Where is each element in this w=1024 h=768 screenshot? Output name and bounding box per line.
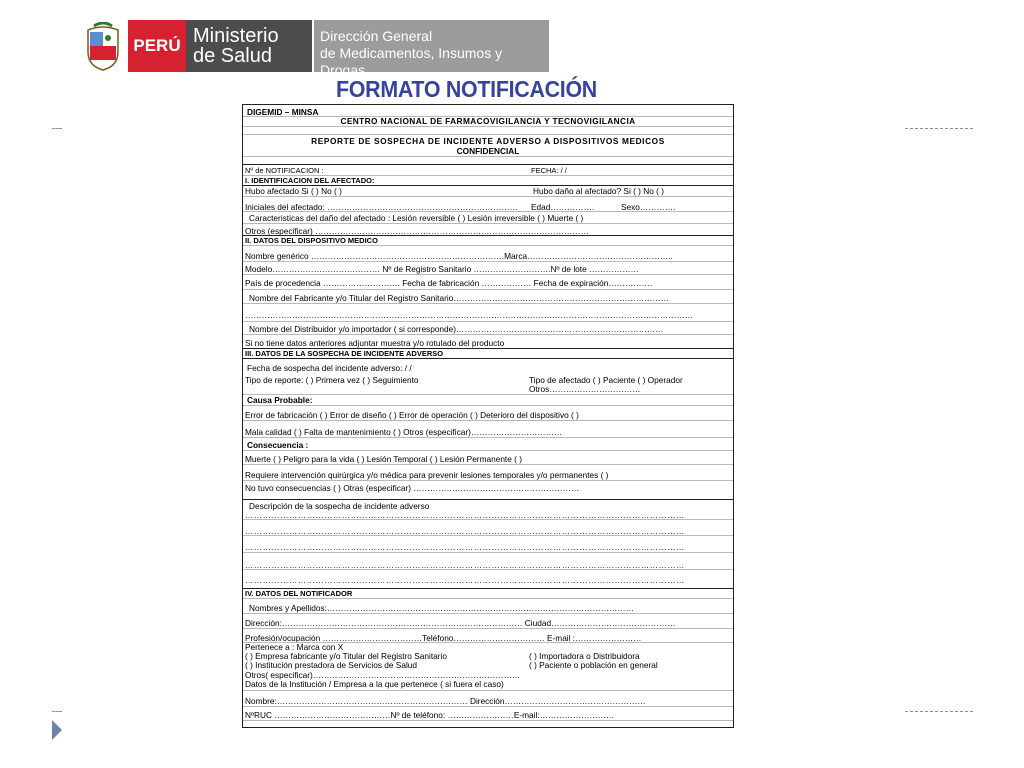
notification-number-field[interactable]: Nº de NOTIFICACION :: [245, 166, 324, 175]
affected-type-options[interactable]: Tipo de afectado ( ) Paciente ( ) Operador: [529, 375, 683, 385]
line: [243, 334, 733, 335]
peru-label: PERÚ: [128, 20, 186, 72]
line: [243, 569, 733, 570]
consequence-options-2[interactable]: Requiere intervención quirúrgica y/o médica para prevenir lesiones temporales y/o permanentes ( ): [245, 470, 609, 480]
line: [243, 196, 733, 197]
description-line[interactable]: ……………………………………………………………………………………………………………………………………: [245, 575, 685, 585]
line: [243, 706, 733, 707]
line: [243, 245, 733, 246]
initials-field[interactable]: Iniciales del afectado: ……………………………………………………………: [245, 202, 518, 212]
line: [243, 358, 733, 359]
institution-name-field[interactable]: Nombre:…………………………………………………………… Dirección……………………………………………: [245, 696, 646, 706]
other-affected-field[interactable]: Otros……………………………: [529, 384, 641, 394]
line: [243, 519, 733, 520]
line: [243, 690, 733, 691]
description-line[interactable]: ……………………………………………………………………………………………………………………………………: [245, 526, 685, 536]
section-4-title: IV. DATOS DEL NOTIFICADOR: [245, 589, 353, 598]
ruc-field[interactable]: NºRUC ……………………………………Nº de teléfono: ……………………E-mail:………………………: [245, 710, 615, 720]
form-org: DIGEMID – MINSA: [247, 107, 319, 117]
direction-line1: Dirección General: [320, 28, 433, 44]
line: [243, 405, 733, 406]
bullet-arrow-icon: [52, 720, 62, 740]
belongs-label: Pertenece a : Marca con X: [245, 642, 344, 652]
age-field[interactable]: Edad…………….: [531, 202, 595, 212]
other-belongs-field[interactable]: Otros( especificar)…………………………………………………………………: [245, 670, 521, 680]
suspicion-date-field[interactable]: Fecha de sospecha del incidente adverso: / /: [247, 363, 412, 373]
line: [243, 156, 733, 157]
institution-data-label: Datos de la Institución / Empresa a la que pertenece ( si fuera el caso): [245, 679, 504, 689]
line: [243, 628, 733, 629]
cause-options-2[interactable]: Mala calidad ( ) Falta de mantenimiento ( ) Otros (especificar)……………………………: [245, 427, 563, 437]
divider-right-top: [905, 128, 973, 129]
section-1-title: I. IDENTIFICACION DEL AFECTADO:: [245, 176, 375, 185]
consequence-options-1[interactable]: Muerte ( ) Peligro para la vida ( ) Lesión Temporal ( ) Lesión Permanente ( ): [245, 454, 522, 464]
line: [243, 552, 733, 553]
other-specify-field[interactable]: Otros (especificar) ………………………………………………………………………………………: [245, 226, 589, 236]
line: [243, 126, 733, 127]
attach-note: Si no tiene datos anteriores adjuntar muestra y/o rotulado del producto: [245, 338, 505, 348]
option-patient[interactable]: ( ) Paciente o población en general: [529, 660, 658, 670]
line: [243, 274, 733, 275]
ministry-line2: de Salud: [193, 45, 272, 67]
line: [243, 420, 733, 421]
line: [243, 289, 733, 290]
line: [243, 223, 733, 224]
line: [243, 134, 733, 135]
line: [243, 613, 733, 614]
line: [243, 464, 733, 465]
manufacturer-field[interactable]: Nombre del Fabricante y/o Titular del Registro Sanitario……………………………………………………………………: [249, 293, 670, 303]
line: [243, 598, 733, 599]
line: [243, 164, 733, 165]
form-confidential: CONFIDENCIAL: [456, 146, 520, 156]
profession-field[interactable]: Profesión/ocupación ………………………………Teléfono…………………………… E-mail :……………………: [245, 633, 642, 643]
description-label: Descripción de la sospecha de incidente adverso: [249, 501, 430, 511]
direction-label: [314, 20, 549, 78]
date-field[interactable]: FECHA: / /: [531, 166, 567, 175]
model-field[interactable]: Modelo………………………………… Nº de Registro Sanitario ……………………….Nº de lote ………………: [245, 264, 639, 274]
line: [243, 321, 733, 322]
cause-options-1[interactable]: Error de fabricación ( ) Error de diseño ( ) Error de operación ( ) Deterioro del dispositivo ( ): [245, 410, 579, 420]
form-center: CENTRO NACIONAL DE FARMACOVIGILANCIA Y TECNOVIGILANCIA: [340, 116, 636, 126]
sex-field[interactable]: Sexo………….: [621, 202, 676, 212]
line: [243, 437, 733, 438]
names-field[interactable]: Nombres y Apellidos:…………………………………………………………………………………………………: [249, 603, 634, 613]
line: [243, 303, 733, 304]
option-health-institution[interactable]: ( ) Institución prestadora de Servicios de Salud: [245, 660, 418, 670]
line: [243, 499, 733, 500]
divider-left-top: [52, 128, 62, 129]
section-2-title: II. DATOS DEL DISPOSITIVO MEDICO: [245, 236, 378, 245]
country-field[interactable]: País de procedencia ………………………. Fecha de fabricación ……………… Fecha de expiración…………….: [245, 278, 653, 288]
description-line[interactable]: ……………………………………………………………………………………………………………………………………: [245, 542, 685, 552]
option-manufacturer[interactable]: ( ) Empresa fabricante y/o Titular del Registro Sanitario: [245, 651, 447, 661]
coat-of-arms-icon: [82, 22, 124, 72]
harm-question[interactable]: Hubo daño al afectado? Si ( ) No ( ): [533, 186, 664, 196]
form-report-title: REPORTE DE SOSPECHA DE INCIDENTE ADVERSO A DISPOSITIVOS MEDICOS: [311, 136, 665, 146]
consequence-options-3[interactable]: No tuvo consecuencias ( ) Otras (especificar) ……………………………………………………: [245, 483, 580, 493]
manufacturer-continued[interactable]: ………………………………………………………………………………………………………………………………………………: [245, 310, 694, 320]
probable-cause-label: Causa Probable:: [247, 395, 313, 405]
distributor-field[interactable]: Nombre del Distribuidor y/o importador ( si corresponde)…………………………………………………………………: [249, 324, 664, 334]
page-title: FORMATO NOTIFICACIÓN: [336, 76, 597, 102]
direction-line2: de Medicamentos, Insumos y Drogas: [320, 45, 503, 78]
description-line[interactable]: ……………………………………………………………………………………………………………………………………: [245, 510, 685, 520]
ministry-line1: Ministerio: [193, 25, 279, 47]
line: [243, 720, 733, 721]
address-field[interactable]: Dirección:…………………………………………………………………………… Ciudad………………………………………: [245, 618, 676, 628]
line: [243, 450, 733, 451]
section-3-title: III. DATOS DE LA SOSPECHA DE INCIDENTE ADVERSO: [245, 349, 444, 358]
notification-form: [242, 104, 734, 728]
line: [243, 535, 733, 536]
line: [243, 211, 733, 212]
report-type-options[interactable]: Tipo de reporte: ( ) Primera vez ( ) Seguimiento: [245, 375, 419, 385]
ministry-label: [186, 20, 312, 72]
divider-left-bottom: [52, 711, 62, 712]
consequence-label: Consecuencia :: [247, 440, 309, 450]
generic-name-field[interactable]: Nombre genérico …………………………………………………………….Marca……………………………………………..: [245, 251, 673, 261]
option-importer[interactable]: ( ) Importadora o Distribuidora: [529, 651, 640, 661]
description-line[interactable]: ……………………………………………………………………………………………………………………………………: [245, 560, 685, 570]
line: [243, 261, 733, 262]
divider-right-bottom: [905, 711, 973, 712]
line: [243, 480, 733, 481]
affected-question[interactable]: Hubo afectado Si ( ) No ( ): [245, 186, 342, 196]
harm-characteristics[interactable]: Caracteristicas del daño del afectado : Lesión reversible ( ) Lesión irreversible ( ) Muerte ( ): [249, 213, 584, 223]
